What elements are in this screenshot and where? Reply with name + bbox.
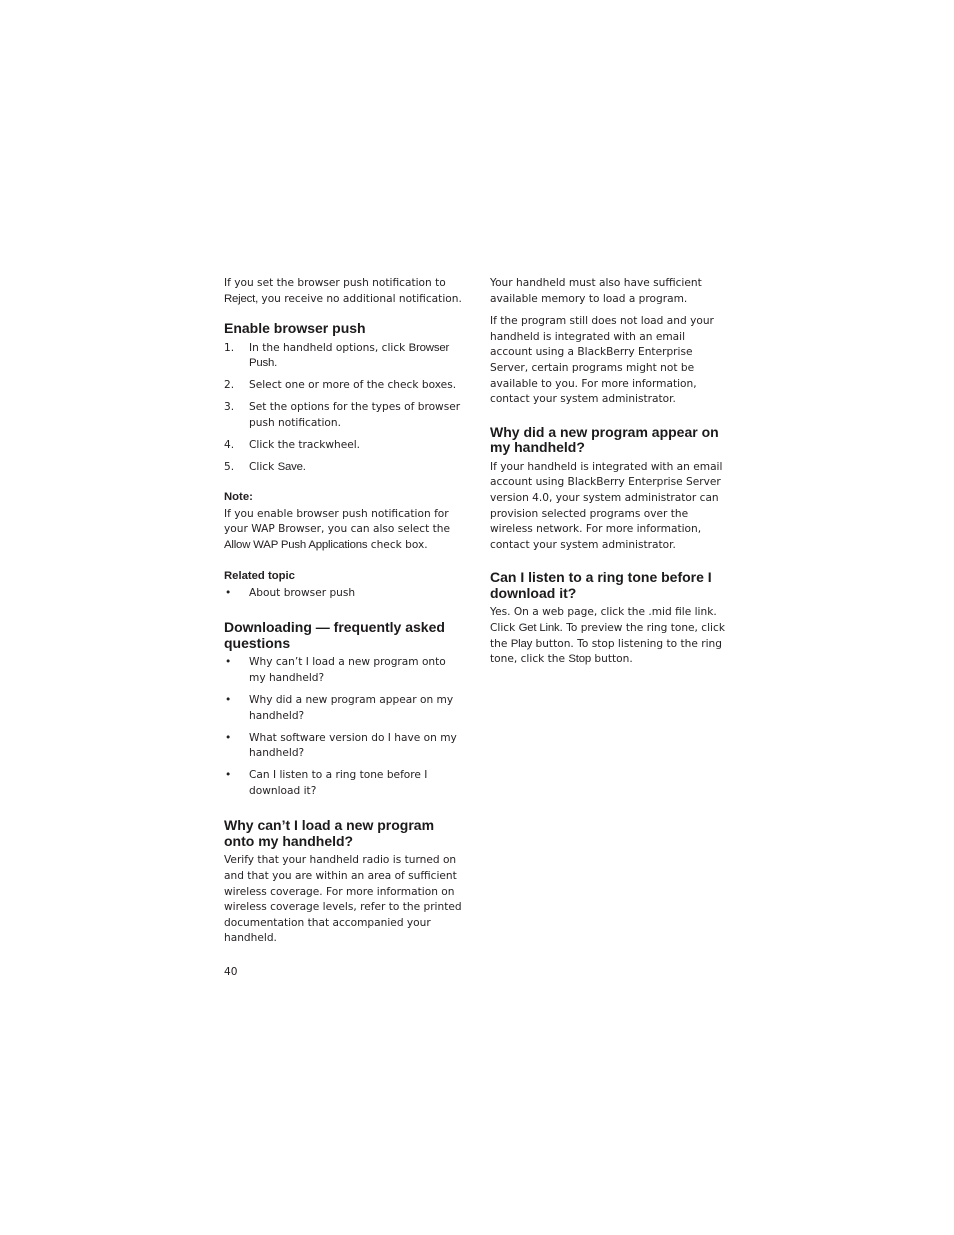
faq-link[interactable]: • Why did a new program appear on my handheld? — [225, 693, 454, 722]
intro-paragraph: If you set the browser push notification to Reject, you receive no additional notification. — [224, 277, 462, 305]
reject-option-label: Reject, — [224, 292, 259, 305]
ring-tone-heading: Can I listen to a ring tone before I download it? — [490, 569, 712, 601]
step-item: 2. Select one or more of the check boxes. — [224, 379, 457, 392]
note-paragraph: If you enable browser push notification for your WAP Browser, you can also select the Allow WAP Push Applications check box. — [224, 507, 451, 552]
step-item: 4. Click the trackwheel. — [224, 439, 361, 452]
save-option-label: Save. — [277, 461, 306, 474]
enable-browser-push-heading: Enable browser push — [224, 320, 366, 337]
related-topic-list — [224, 586, 464, 602]
bullet-icon: • — [225, 586, 232, 599]
ring-tone-paragraph: Yes. On a web page, click the .mid file link. Click Get Link. To preview the ring tone, click the Play button. To stop listening to the ring tone, click the Stop button. — [490, 606, 725, 666]
memory-paragraph: Your handheld must also have sufficient available memory to load a program. — [490, 277, 702, 305]
faq-link[interactable]: • Can I listen to a ring tone before I download it? — [225, 769, 428, 797]
allow-wap-push-option-label: Allow WAP Push Applications — [224, 539, 368, 552]
bullet-icon: • — [225, 656, 232, 669]
step-item: 5. Click Save. — [224, 461, 306, 474]
get-link-option-label: Get Link — [518, 621, 560, 634]
faq-link[interactable]: • Why can’t I load a new program onto my handheld? — [225, 656, 446, 684]
related-topic-heading: Related topic — [224, 569, 295, 582]
faq-link[interactable]: • What software version do I have on my handheld? — [225, 731, 457, 760]
left-column — [224, 276, 464, 953]
right-column — [490, 276, 730, 674]
note-heading: Note: — [224, 490, 253, 503]
related-topic-link[interactable]: • About browser push — [224, 586, 464, 602]
play-option-label: Play — [510, 637, 533, 650]
page-number: 40 — [224, 966, 238, 978]
bullet-icon: • — [225, 693, 232, 706]
bullet-icon: • — [225, 731, 232, 744]
stop-option-label: Stop — [568, 653, 592, 666]
new-program-paragraph: If your handheld is integrated with an email account using BlackBerry Enterprise Server version 4.0, your system administrator can provision selected programs over the wireless network. For more information, contact your system administrator. — [490, 460, 723, 551]
cant-load-program-heading: Why can’t I load a new program onto my handheld? — [224, 817, 435, 849]
bullet-icon: • — [225, 769, 232, 782]
faq-list — [224, 655, 464, 799]
new-program-heading: Why did a new program appear on my handheld? — [490, 423, 719, 456]
downloading-faq-heading: Downloading — frequently asked questions — [224, 619, 445, 651]
step-item: 1. In the handheld options, click Browser Push. — [224, 341, 450, 370]
cant-load-program-paragraph: Verify that your handheld radio is turned on and that you are within an area of sufficient wireless coverage. For more information on wireless coverage levels, refer to the printed documentation that accompanied your handheld. — [224, 854, 462, 945]
enterprise-server-paragraph: If the program still does not load and your handheld is integrated with an email account using a BlackBerry Enterprise Server, certain programs might not be available to you. For more information, contact your system administrator. — [490, 315, 714, 406]
browser-push-option-label: Browser Push. — [249, 341, 450, 370]
enable-steps-list — [224, 341, 464, 476]
step-item: 3. Set the options for the types of browser push notification. — [224, 401, 461, 430]
